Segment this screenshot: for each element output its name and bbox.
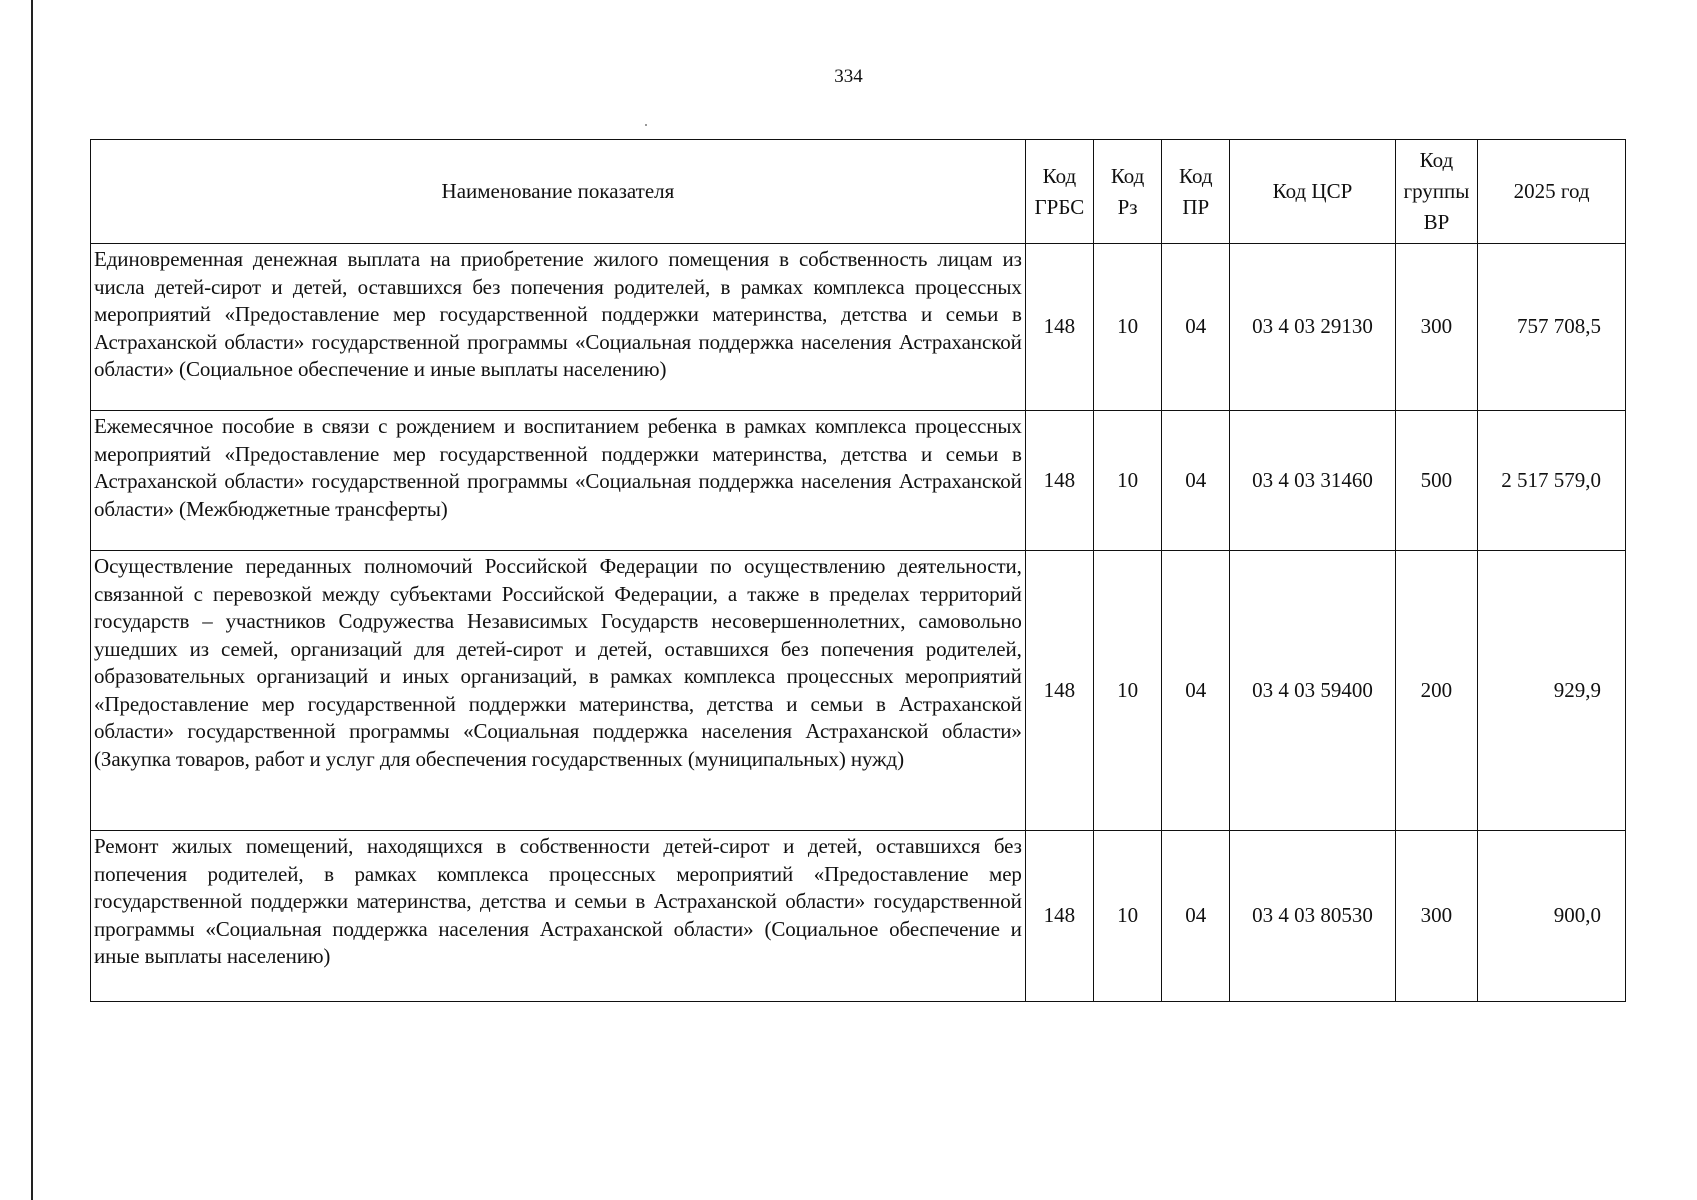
header-rz xyxy=(1094,140,1162,244)
header-name xyxy=(91,140,1026,244)
row-grbs: 148 xyxy=(1025,411,1093,551)
row-rz: 10 xyxy=(1094,244,1162,411)
row-csr: 03 4 03 80530 xyxy=(1230,831,1395,1002)
header-pr xyxy=(1162,140,1230,244)
row-csr: 03 4 03 59400 xyxy=(1230,551,1395,831)
header-rz-line1: Код xyxy=(1110,163,1145,188)
row-grbs: 148 xyxy=(1025,244,1093,411)
table-row xyxy=(91,831,1626,1002)
row-rz: 10 xyxy=(1094,551,1162,831)
header-vr-line1: Код xyxy=(1419,148,1454,172)
row-pr: 04 xyxy=(1162,411,1230,551)
header-vr-line3: ВР xyxy=(1423,210,1450,234)
header-pr-line1: Код xyxy=(1178,163,1213,188)
row-name: Ежемесячное пособие в связи с рождением и воспитанием ребенка в рамках комплекса процессных мероприятий «Предоставление мер государственной поддержки материнства, детства и семьи в Астраханской области» государственной программы «Социальная поддержка населения Астраханской области» (Межбюджетные трансферты) xyxy=(91,411,1026,551)
row-amount: 2 517 579,0 xyxy=(1478,411,1626,551)
row-csr: 03 4 03 29130 xyxy=(1230,244,1395,411)
row-vr: 200 xyxy=(1395,551,1478,831)
row-pr: 04 xyxy=(1162,831,1230,1002)
header-name-text: Наименование показателя xyxy=(441,179,675,203)
row-name: Осуществление переданных полномочий Российской Федерации по осуществлению деятельности, связанной с перевозкой между субъектами Российской Федерации, а также в пределах территорий государств – участников Содружества Независимых Государств несовершеннолетних, самовольно ушедших из семей, организаций для детей-сирот и детей, оставшихся без попечения родителей, образовательных организаций и иных организаций, в рамках комплекса процессных мероприятий «Предоставление мер государственной поддержки материнства, детства и семьи в Астраханской области» государственной программы «Социальная поддержка населения Астраханской области» (Закупка товаров, работ и услуг для обеспечения государственных (муниципальных) нужд) xyxy=(91,551,1026,831)
row-grbs: 148 xyxy=(1025,831,1093,1002)
row-grbs: 148 xyxy=(1025,551,1093,831)
row-csr: 03 4 03 31460 xyxy=(1230,411,1395,551)
row-amount: 900,0 xyxy=(1478,831,1626,1002)
table-header-row xyxy=(91,140,1626,244)
header-pr-line2: ПР xyxy=(1182,194,1210,219)
header-vr xyxy=(1395,140,1478,244)
row-rz: 10 xyxy=(1094,411,1162,551)
header-grbs-line2: ГРБС xyxy=(1034,194,1085,219)
row-vr: 300 xyxy=(1395,244,1478,411)
header-year-text: 2025 год xyxy=(1513,179,1590,203)
header-grbs xyxy=(1025,140,1093,244)
header-year xyxy=(1478,140,1626,244)
row-pr: 04 xyxy=(1162,244,1230,411)
header-csr xyxy=(1230,140,1395,244)
table-row xyxy=(91,244,1626,411)
page-number: 334 xyxy=(834,66,863,87)
budget-table xyxy=(90,139,1626,1002)
header-grbs-line1: Код xyxy=(1042,163,1077,188)
row-name: Единовременная денежная выплата на приобретение жилого помещения в собственность лицам из числа детей-сирот и детей, оставшихся без попечения родителей, в рамках комплекса процессных мероприятий «Предоставление мер государственной поддержки материнства, детства и семьи в Астраханской области» государственной программы «Социальная поддержка населения Астраханской области» (Социальное обеспечение и иные выплаты населению) xyxy=(91,244,1026,411)
row-rz: 10 xyxy=(1094,831,1162,1002)
row-amount: 757 708,5 xyxy=(1478,244,1626,411)
header-vr-line2: группы xyxy=(1403,179,1470,203)
row-pr: 04 xyxy=(1162,551,1230,831)
table-row xyxy=(91,411,1626,551)
row-vr: 300 xyxy=(1395,831,1478,1002)
header-csr-text: Код ЦСР xyxy=(1272,179,1353,203)
header-rz-line2: Рз xyxy=(1117,194,1138,219)
table-row xyxy=(91,551,1626,831)
scan-speck xyxy=(645,124,647,126)
row-amount: 929,9 xyxy=(1478,551,1626,831)
row-name: Ремонт жилых помещений, находящихся в собственности детей-сирот и детей, оставшихся без попечения родителей, в рамках комплекса процессных мероприятий «Предоставление мер государственной поддержки материнства, детства и семьи в Астраханской области» государственной программы «Социальная поддержка населения Астраханской области» (Социальное обеспечение и иные выплаты населению) xyxy=(91,831,1026,1002)
row-vr: 500 xyxy=(1395,411,1478,551)
scan-edge-line xyxy=(31,0,33,1200)
